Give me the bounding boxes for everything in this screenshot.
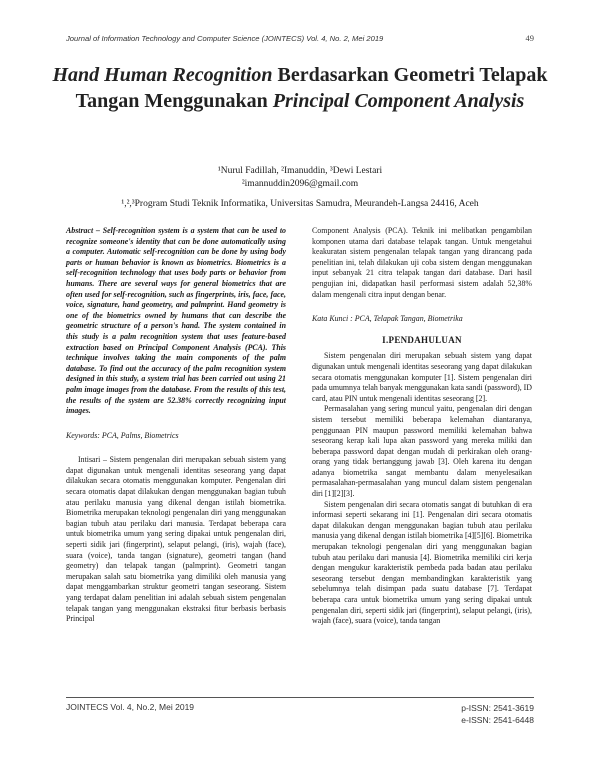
- intisari-paragraph: Intisari – Sistem pengenalan diri merupakan sebuah sistem yang dapat digunakan untuk mengenali identitas seseorang yang dapat dilakukan secara otomatis menggunakan komputer. Pengenalan diri secara otomatis dapat dilakukan dengan menggunakan bagian tubuh atau perilaku manusia yang dikenal dengan istilah biometrika. Biometrika merupakan teknologi pengenalan diri yang menggunakan bagian tubuh atau perilaku dari manusia. Terdapat beberapa cara untuk biometrika umum yang sering dipakai untuk pengenalan diri, seperti sidik jari (fingerprint), selaput pelangi, (iris), wajah (face), suara (voice), tanda tangan (signature), geometri tangan (hand geometry) dan telapak tangan (palmprint). Geometri tangan merupakan salah satu biometrika yang dimiliki oleh manusia yang dapat menggambarkan struktur geometri tangan seseorang. Sistem yang terdapat dalam penelitian ini adalah sebuah sistem pengenalan telapak tangan yang menggunakan ekstraksi fitur berbasis berbasis Principal: [66, 455, 286, 624]
- intro-paragraph-1: Sistem pengenalan diri merupakan sebuah sistem yang dapat digunakan untuk mengenali identitas seseorang yang dapat dilakukan secara otomatis menggunakan komputer [1]. Sistem pengenalan diri pada umumnya telah banyak menggunakan kata sandi (password), ID card, atau PIN untuk mengenali identitas seseorang [2].: [312, 351, 532, 403]
- author-email: ²imannuddin2096@gmail.com: [241, 179, 359, 189]
- title-part-italic-1: Hand Human Recognition: [52, 64, 273, 86]
- left-column: [66, 226, 286, 625]
- section-heading: I.PENDAHULUAN: [382, 334, 462, 345]
- affiliation: ¹,²,³Program Studi Teknik Informatika, Universitas Samudra, Meurandeh-Langsa 24416, Aceh: [121, 199, 479, 209]
- title-part-italic-3: Principal Component Analysis: [272, 90, 525, 112]
- page-number: 49: [525, 33, 534, 43]
- spacer: [66, 441, 286, 455]
- p-issn: p-ISSN: 2541-3619: [461, 703, 534, 713]
- abstract-english: Abstract – Self-recognition system is a system that can be used to recognize someone's identity that can be done automatically using a computer. Automatic self-recognition can be done by using body parts or human behavior is known as biometrics. Biometrics is a self-recognition technology that uses body parts or behavior from humans. There are several ways for general biometrics that are often used for self-recognition, such as fingerprints, iris, face, face, voice, signature, hand geometry, and palmprint. Hand geometry is one of the biometrics owned by humans that can describe the geometric structure of a person's hand. The system contained in this study is a palm recognition system that uses feature-based extraction based on Principal Component Analysis (PCA). This technique involves taking the main components of the palm database. To find out the accuracy of the palm recognition system designed in this study, a system trial has been carried out using 21 palm image images from the database. From the results of this test, the results of the system are 52.38% correctly recognizing input images.: [66, 226, 286, 416]
- right-column: [312, 226, 532, 627]
- journal-header: Journal of Information Technology and Computer Science (JOINTECS) Vol. 4, No. 2, Mei 2019: [66, 34, 384, 43]
- keywords-english: Keywords: PCA, Palms, Biometrics: [66, 430, 179, 440]
- footer-journal: JOINTECS Vol. 4, No.2, Mei 2019: [66, 702, 195, 712]
- authors: [0, 165, 600, 191]
- intisari-continued: Component Analysis (PCA). Teknik ini melibatkan pengambilan komponen utama dari database telapak tangan. Untuk mengetahui keakuratan sistem pengenalan telapak tangan yang dirancang pada penelitian ini, telah dilakukan uji coba sistem dengan menggunakan input sebanyak 21 citra telapak tangan dari database. Dari hasil pengujian ini, didapatkan hasil performasi sistem adalah 52,38% dalam mengenali citra input dengan benar.: [312, 226, 532, 299]
- title-part-2: Berdasarkan Geometri Telapak Tangan Menggunakan: [75, 64, 548, 112]
- paper-title: [40, 62, 560, 114]
- author-names: ¹Nurul Fadillah, ²Imanuddin, ³Dewi Lestari: [217, 166, 383, 176]
- e-issn: e-ISSN: 2541-6448: [461, 715, 534, 725]
- intro-paragraph-2: Permasalahan yang sering muncul yaitu, pengenalan diri dengan sistem tersebut memiliki beberapa kelemahan diantaranya, penggunaan PIN maupun password memiliki kelemahan bahwa seseorang kerap kali lupa akan password yang mereka miliki dan beberapa password dapat dengan mudah di perkirakan oleh orang-orang yang tidak bertanggung jawab [3]. Oleh karena itu dengan adanya biometrika sangat membantu dalam menyelesaikan permasalahan-permasalahan yang muncul dalam sistem pengenalan diri [1][2][3].: [312, 404, 532, 499]
- intro-paragraph-3: Sistem pengenalan diri secara otomatis sangat di butuhkan di era informasi seperti sekarang ini [1]. Pengenalan diri secara otomatis dapat dilakukan dengan menggunakan bagian tubuh atau perilaku manusia yang dikenal dengan istilah biometrika [4][5][6]. Biometrika merupakan teknologi pengenalan diri yang menggunakan bagian tubuh atau perilaku dari manusia [4]. Biometrika memiliki ciri kerja dengan mengukur karakteristik pembeda pada badan atau perilaku seseorang tersebut dengan membandingkan karakteristik yang sebelumnya telah disimpan pada suatu database [7]. Terdapat beberapa cara untuk biometrika umum yang sering dipakai untuk pengenalan diri, seperti sidik jari (fingerprint), selaput pelangi, (iris), wajah (face), suara (voice), tanda tangan: [312, 499, 532, 626]
- footer-issn: [461, 702, 534, 726]
- footer-rule: [66, 697, 534, 698]
- keywords-indonesian: Kata Kunci : PCA, Telapak Tangan, Biometrika: [312, 314, 463, 324]
